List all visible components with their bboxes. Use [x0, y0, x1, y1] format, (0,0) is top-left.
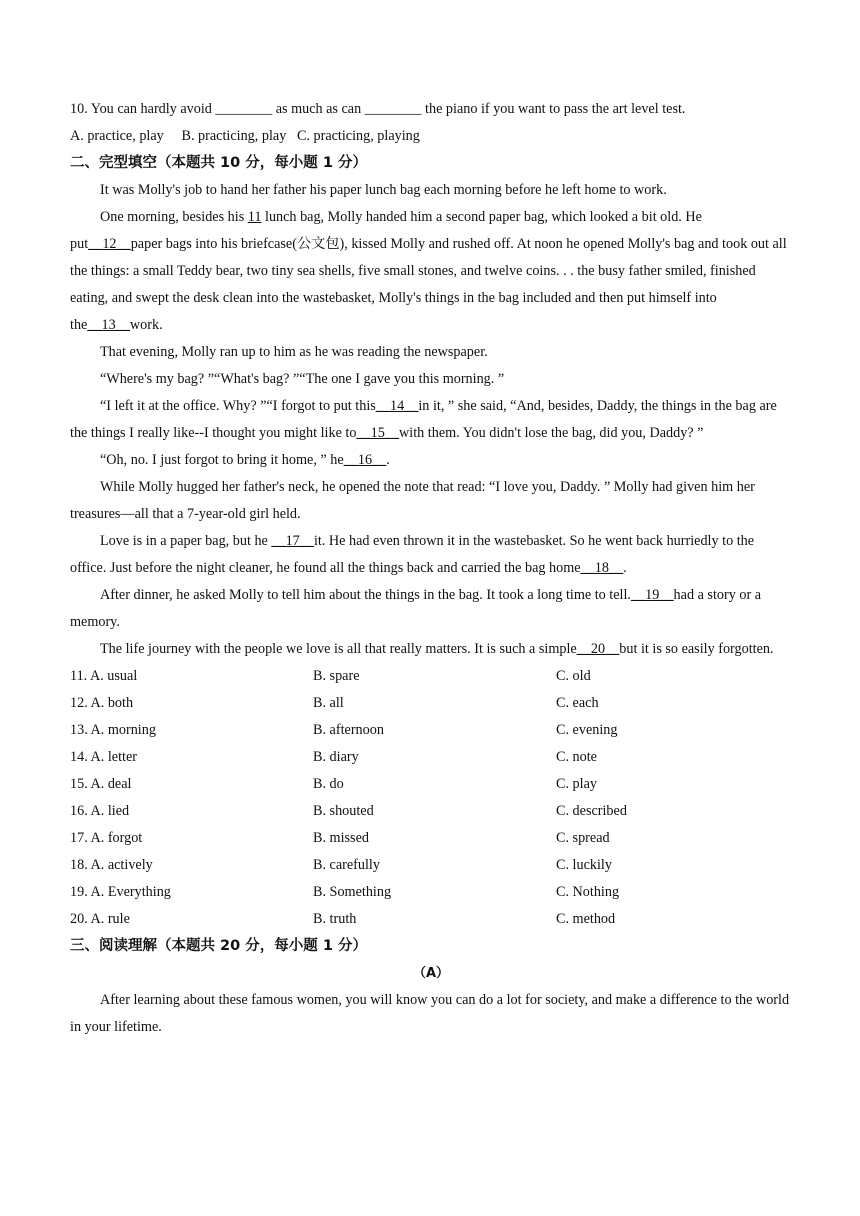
blank-13: __13__: [87, 317, 130, 333]
text: .: [386, 452, 390, 468]
option-c: C. evening: [556, 722, 618, 738]
blank-16: __16__: [343, 452, 387, 468]
option-c: C. note: [556, 749, 597, 765]
option-a: 20. A. rule: [70, 911, 130, 927]
text: lunch bag, Molly handed him a second paper bag, which looked a bit old. He put: [70, 209, 702, 252]
option-a: 13. A. morning: [70, 722, 156, 738]
options-row: [70, 852, 792, 879]
options-row: [70, 744, 792, 771]
option-b: B. shouted: [313, 803, 374, 819]
option-a: 14. A. letter: [70, 749, 137, 765]
passage-a-intro: After learning about these famous women, you will know you can do a lot for society, and make a difference to the world in your lifetime.: [70, 992, 790, 1035]
q10-option-c: C. practicing, playing: [296, 128, 420, 144]
option-b: B. Something: [313, 884, 392, 900]
option-a: 11. A. usual: [70, 668, 138, 684]
text: Love is in a paper bag, but he: [100, 533, 272, 549]
blank-18: __18__: [580, 560, 624, 576]
option-b: B. afternoon: [313, 722, 384, 738]
option-c: C. luckily: [556, 857, 612, 873]
text: “Oh, no. I just forgot to bring it home, ” he: [100, 452, 344, 468]
option-c: C. described: [556, 803, 627, 819]
passage-paragraph-9: [70, 582, 792, 636]
question-10-options: [70, 123, 792, 150]
passage-paragraph-10: [70, 636, 792, 663]
q10-option-b: B. practicing, play: [181, 128, 287, 144]
blank-15: __15__: [356, 425, 400, 441]
option-a: 18. A. actively: [70, 857, 153, 873]
options-row: [70, 663, 792, 690]
options-row: [70, 771, 792, 798]
passage-paragraph-5: [70, 393, 792, 447]
text: had a story or a memory.: [70, 587, 762, 630]
question-10-stem: 10. You can hardly avoid ________ as much as can ________ the piano if you want to pass the art level test.: [70, 101, 686, 117]
option-a: 17. A. forgot: [70, 830, 143, 846]
section-3-heading: 三、阅读理解（本题共 20 分，每小题 1 分）: [70, 938, 367, 954]
blank-19: __19__: [630, 587, 674, 603]
blank-12: __12__: [88, 236, 131, 252]
text: “I left it at the office. Why? ”“I forgot to put this: [100, 398, 376, 414]
option-c: C. spread: [556, 830, 610, 846]
option-b: B. missed: [313, 830, 369, 846]
option-c: C. Nothing: [556, 884, 620, 900]
blank-17: __17__: [271, 533, 314, 549]
option-c: C. method: [556, 911, 616, 927]
text: paper bags into his briefcase(公文包), kissed Molly and rushed off. At noon he opened Molly's bag and took out all the things: a small Teddy bear, two tiny sea shells, five small stones, and twelve coins. . . the busy father smiled, finished eating, and swept the desk clean into the wastebasket, Molly's things in the bag included and then put himself into the: [70, 236, 787, 333]
options-row: [70, 717, 792, 744]
option-c: C. each: [556, 695, 599, 711]
passage-a-label: （A）: [412, 966, 450, 981]
options-row: [70, 690, 792, 717]
text: After dinner, he asked Molly to tell him about the things in the bag. It took a long time to tell.: [100, 587, 631, 603]
passage-paragraph-1: It was Molly's job to hand her father his paper lunch bag each morning before he left home to work.: [100, 182, 667, 198]
option-c: C. old: [556, 668, 591, 684]
options-row: [70, 825, 792, 852]
options-table: [70, 663, 792, 933]
text: with them. You didn't lose the bag, did you, Daddy? ”: [399, 425, 704, 441]
passage-paragraph-4: “Where's my bag? ”“What's bag? ”“The one I gave you this morning. ”: [100, 371, 505, 387]
blank-14: __14__: [375, 398, 419, 414]
option-a: 15. A. deal: [70, 776, 132, 792]
options-row: [70, 879, 792, 906]
passage-paragraph-8: [70, 528, 792, 582]
blank-20: __20__: [576, 641, 620, 657]
option-a: 12. A. both: [70, 695, 134, 711]
option-b: B. spare: [313, 668, 360, 684]
passage-paragraph-6: [70, 447, 792, 474]
text: it. He had even thrown it in the wastebasket. So he went back hurriedly to the office. Just before the night cleaner, he found all the things back and carried the bag home: [70, 533, 755, 576]
text: The life journey with the people we love is all that really matters. It is such a simple: [100, 641, 577, 657]
option-b: B. do: [313, 776, 344, 792]
option-b: B. carefully: [313, 857, 380, 873]
option-a: 19. A. Everything: [70, 884, 171, 900]
passage-paragraph-2: [70, 204, 792, 339]
option-b: B. diary: [313, 749, 359, 765]
exam-page: [70, 96, 792, 1041]
q10-option-a: A. practice, play: [70, 128, 164, 144]
option-b: B. all: [313, 695, 344, 711]
text: in it, ” she said, “And, besides, Daddy, the things in the bag are the things I really like--I thought you might like to: [70, 398, 777, 441]
options-row: [70, 906, 792, 933]
blank-11: 11: [247, 209, 262, 225]
text: .: [623, 560, 627, 576]
text: but it is so easily forgotten.: [619, 641, 774, 657]
text: One morning, besides his: [100, 209, 248, 225]
option-a: 16. A. lied: [70, 803, 130, 819]
passage-paragraph-7: While Molly hugged her father's neck, he opened the note that read: “I love you, Daddy. ” Molly had given him her treasures—all that a 7-year-old girl held.: [70, 479, 755, 522]
option-b: B. truth: [313, 911, 357, 927]
text: work.: [129, 317, 163, 333]
passage-paragraph-3: That evening, Molly ran up to him as he was reading the newspaper.: [100, 344, 488, 360]
options-row: [70, 798, 792, 825]
option-c: C. play: [556, 776, 597, 792]
section-2-heading: 二、完型填空（本题共 10 分，每小题 1 分）: [70, 155, 367, 171]
